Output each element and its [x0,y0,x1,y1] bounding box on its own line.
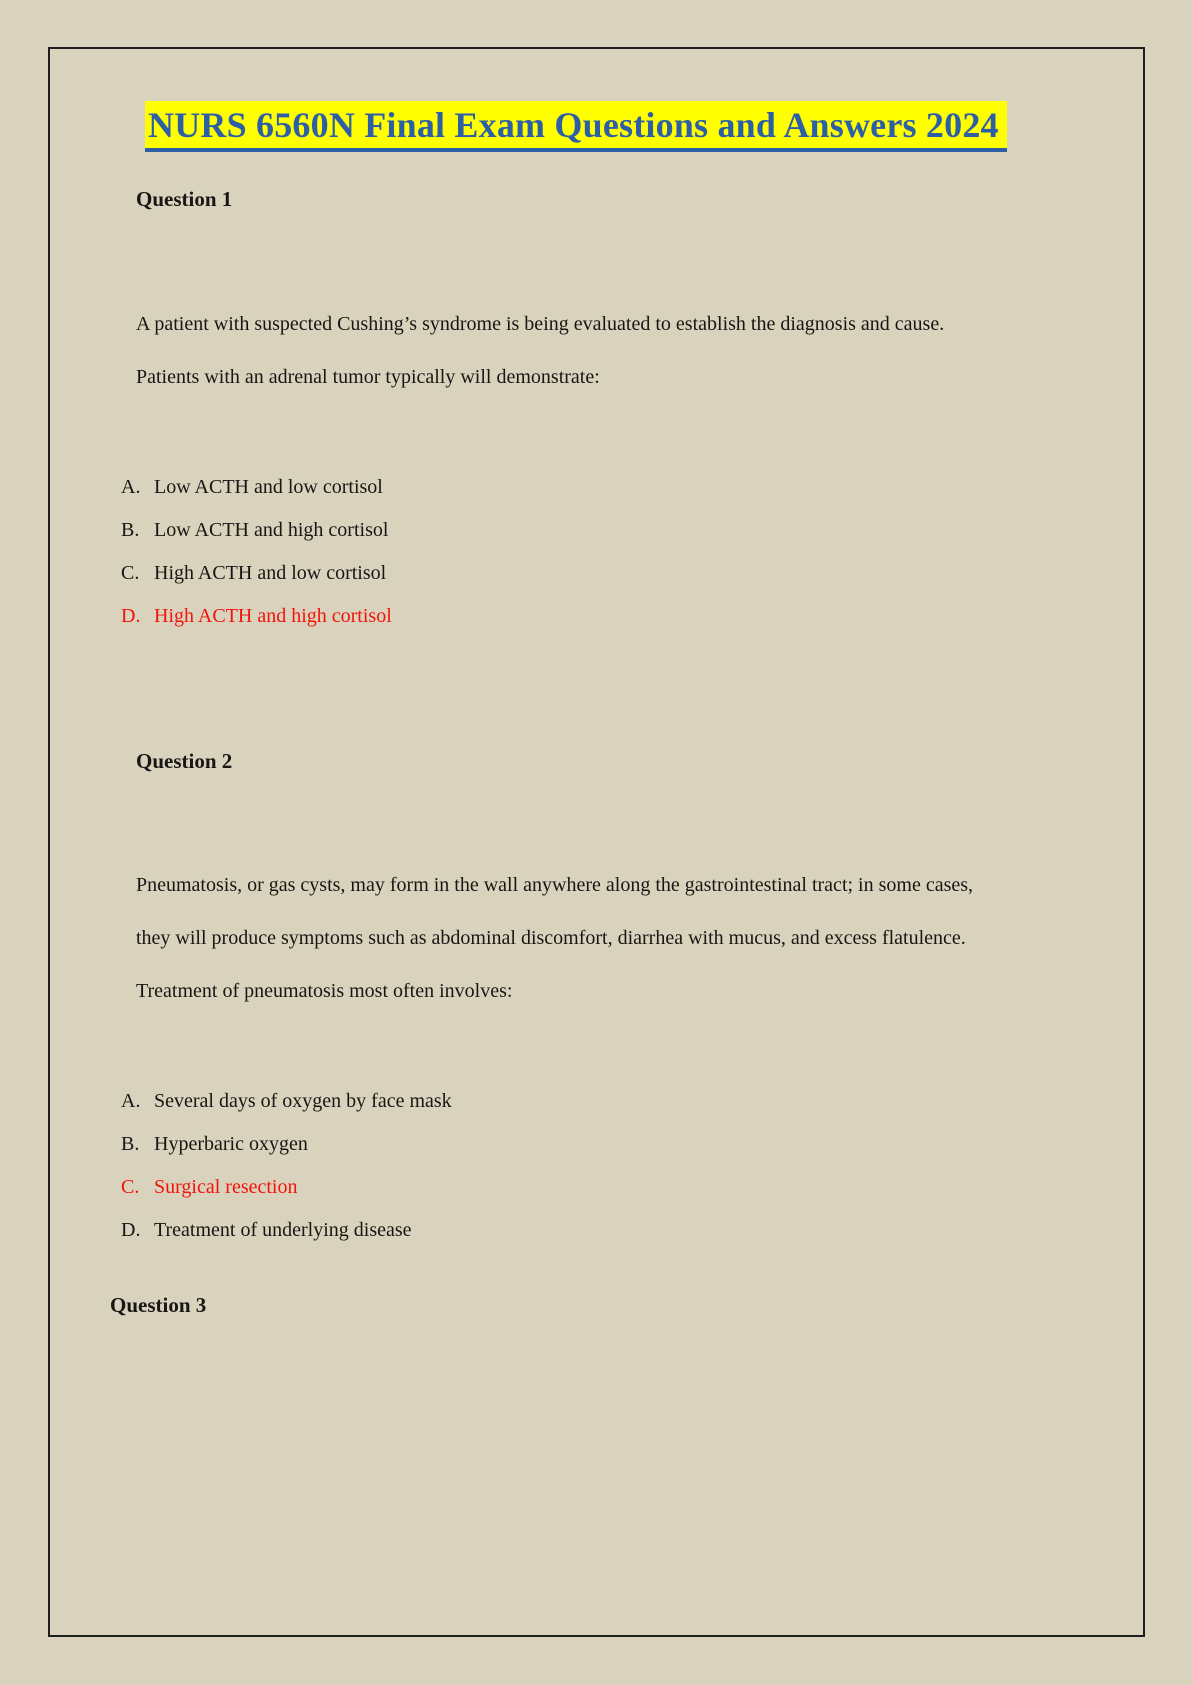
option-text: Low ACTH and low cortisol [154,475,383,498]
options-list [121,1080,1113,1252]
question-heading: Question 3 [110,1293,207,1318]
question-text: A patient with suspected Cushing’s syndrome is being evaluated to establish the diagnosis and cause. Patients with an adrenal tumor typically will demonstrate: [136,312,945,388]
option-letter: B. [121,518,140,541]
page-border [48,47,1145,1637]
answer-option [121,552,1113,595]
options-list [121,466,1113,638]
answer-option-correct [121,1166,1113,1209]
questions-container [110,186,1113,1319]
option-letter: D. [121,1219,141,1242]
answer-option [121,466,1113,509]
question-block [121,748,1113,1252]
option-letter: C. [121,561,140,584]
option-text: Hyperbaric oxygen [154,1133,308,1156]
option-letter: B. [121,1133,140,1156]
option-letter: A. [121,475,141,498]
option-letter: C. [121,1176,140,1199]
answer-option [121,1123,1113,1166]
option-text: High ACTH and high cortisol [154,604,392,627]
option-letter: D. [121,604,141,627]
option-letter: A. [121,1090,141,1113]
option-text: Low ACTH and high cortisol [154,518,389,541]
question-heading: Question 1 [136,187,233,212]
answer-option-correct [121,595,1113,638]
option-text: Surgical resection [154,1176,298,1199]
option-text: Treatment of underlying disease [154,1219,412,1242]
question-text: Pneumatosis, or gas cysts, may form in the wall anywhere along the gastrointestinal tract; in some cases, they will produce symptoms such as abdominal discomfort, diarrhea with mucus, and excess flatulence. Treatment of pneumatosis most often involves: [136,874,974,1003]
answer-option [121,1080,1113,1123]
document-title: NURS 6560N Final Exam Questions and Answers 2024 [145,101,1007,152]
answer-option [121,1209,1113,1252]
answer-option [121,509,1113,552]
option-text: High ACTH and low cortisol [154,561,387,584]
document-content [50,49,1143,1319]
question-block [110,1292,1113,1319]
question-heading: Question 2 [136,748,233,773]
option-text: Several days of oxygen by face mask [154,1090,452,1113]
question-block [121,186,1113,637]
